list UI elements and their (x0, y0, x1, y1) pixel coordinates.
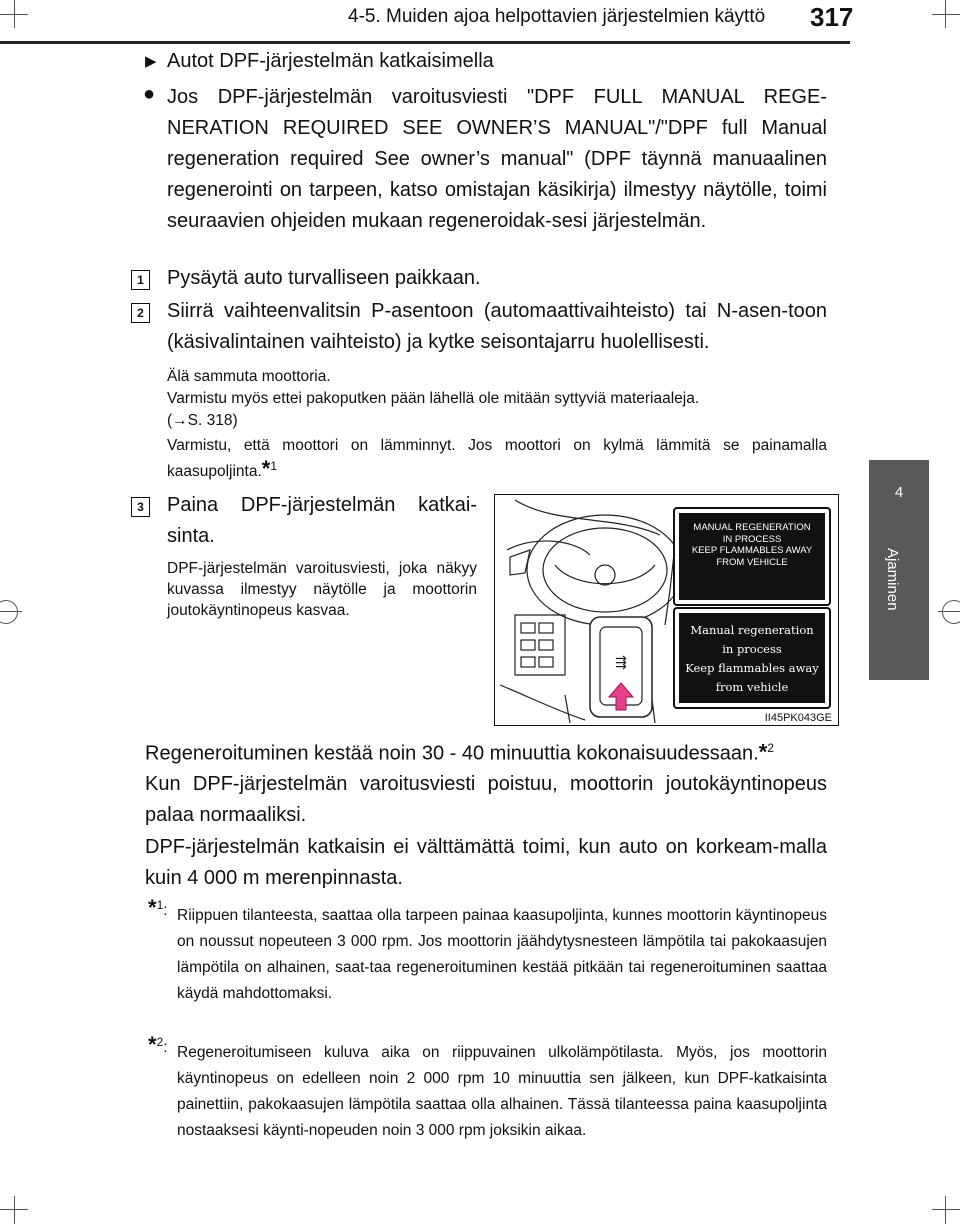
note-text: Varmistu, että moottori on lämminnyt. Jos moottori on kylmä lämmitä se painamalla kaasupoljinta. (167, 437, 827, 481)
page-number: 317 (810, 2, 854, 32)
crop-mark (14, 1196, 15, 1224)
figure-label: II45PK043GE (764, 712, 832, 724)
bullet-paragraph: Jos DPF-järjestelmän varoitusviesti "DPF FULL MANUAL REGE-NERATION REQUIRED SEE OWNER’S MANUAL"/"DPF full Manual regeneration required See owner’s manual" (DPF täynnä manuaalinen regenerointi on tarpeen, katso omistajan käsikirja) ilmestyy näytölle, toimi seuraavien ohjeiden mukaan regeneroidak-sesi järjestelmän. (167, 86, 827, 232)
footnote-star: * (758, 739, 768, 765)
note: Varmistu myös ettei pakoputken pään lähellä ole mitään syttyviä materiaaleja. (167, 390, 700, 407)
dashboard-figure (494, 494, 839, 726)
step-note: DPF-järjestelmän varoitusviesti, joka näkyy kuvassa ilmestyy näytölle ja moottorin joutokäyntinopeus kasvaa. (167, 560, 477, 619)
crop-mark (932, 1209, 960, 1210)
body-paragraph: DPF-järjestelmän katkaisin ei välttämättä toimi, kun auto on korkeam-malla kuin 4 000 m merenpinnasta. (145, 836, 827, 889)
note: Älä sammuta moottoria. (167, 368, 331, 385)
section-heading: Autot DPF-järjestelmän katkaisimella (167, 50, 494, 72)
chapter-label: Ajaminen (884, 548, 901, 611)
header-rule (0, 41, 850, 44)
step-text: Paina DPF-järjestelmän katkai-sinta. (167, 494, 477, 547)
crop-mark (938, 611, 960, 612)
body-paragraph: Kun DPF-järjestelmän varoitusviesti poistuu, moottorin joutokäyntinopeus palaa normaaliksi. (145, 773, 827, 826)
chapter-number: 4 (894, 484, 904, 501)
step-text: Siirrä vaihteenvalitsin P-asentoon (automaattivaihteisto) tai N-asen-toon (käsivalintainen vaihteisto) ja kytke seisontajarru huolellisesti. (167, 300, 827, 353)
footnote-ref: 2 (767, 741, 774, 755)
footnote-star: * (148, 895, 157, 920)
crop-mark (945, 1196, 946, 1224)
bullet-icon: ● (143, 83, 156, 105)
screen-line: KEEP FLAMMABLES AWAY (691, 545, 813, 556)
header-title: 4-5. Muiden ajoa helpottavien järjestelmien käyttö (348, 6, 766, 27)
footnote-marker: *$^2$: (148, 1032, 168, 1057)
footnote-text: Regeneroitumiseen kuluva aika on riippuvainen ulkolämpötilasta. Myös, jos moottorin käyntinopeus on edelleen noin 2 000 rpm 10 minuuttia sen jälkeen, kun DPF-katkaisinta painettiin, pakokaasujen lämpötila saattaa olla alhainen. Tässä tilanteessa paina kaasupoljinta nostaaksesi käynti-nopeuden noin 3 000 rpm joksikin aikaa. (177, 1044, 827, 1139)
step-text: Pysäytä auto turvalliseen paikkaan. (167, 267, 481, 289)
step-number: 1 (131, 270, 150, 290)
footnote-number: 1 (156, 897, 164, 912)
display-screen-caps (673, 507, 831, 606)
note (167, 435, 827, 482)
screen-line: in process (722, 642, 782, 656)
step-number: 3 (131, 497, 150, 517)
screen-line: MANUAL REGENERATION (693, 522, 811, 533)
heading-arrow-icon: ▶ (145, 53, 157, 70)
screen-line: from vehicle (715, 680, 789, 694)
crop-mark (0, 1209, 28, 1210)
screen-line: IN PROCESS (722, 533, 782, 545)
paragraph-text: Regeneroituminen kestää noin 30 - 40 minuuttia kokonaisuudessaan. (145, 742, 759, 765)
footnote-text: Riippuen tilanteesta, saattaa olla tarpeen painaa kaasupoljinta, kunnes moottorin käyntinopeus on noussut nopeuteen 3 000 rpm. Jos moottorin jäähdytysnesteen lämpötila tai pakokaasujen lämpötila on alhainen, saat-taa regeneroituminen kestää pitkään tai regeneroituminen saattaa käydä mahdottomaksi. (177, 907, 827, 1002)
screen-line: Keep flammables away (685, 661, 819, 675)
crop-mark (0, 611, 22, 612)
footnote-ref: 1 (270, 459, 278, 473)
screen-line: Manual regeneration (690, 623, 814, 637)
svg-text:⇶: ⇶ (615, 655, 627, 671)
registration-mark (942, 600, 960, 624)
body-paragraph (145, 733, 835, 770)
crop-mark (0, 14, 28, 15)
registration-mark (0, 600, 18, 624)
step-number: 2 (131, 303, 150, 323)
footnote-star: * (261, 456, 271, 482)
note-reference: (→S. 318) (167, 412, 238, 429)
crop-mark (932, 14, 960, 15)
screen-line: FROM VEHICLE (716, 556, 788, 568)
footnote-star: * (148, 1032, 157, 1057)
footnote-marker: *$^1$: (148, 895, 168, 920)
footnote-number: 2 (156, 1034, 164, 1049)
display-screen-mixed (673, 607, 831, 709)
